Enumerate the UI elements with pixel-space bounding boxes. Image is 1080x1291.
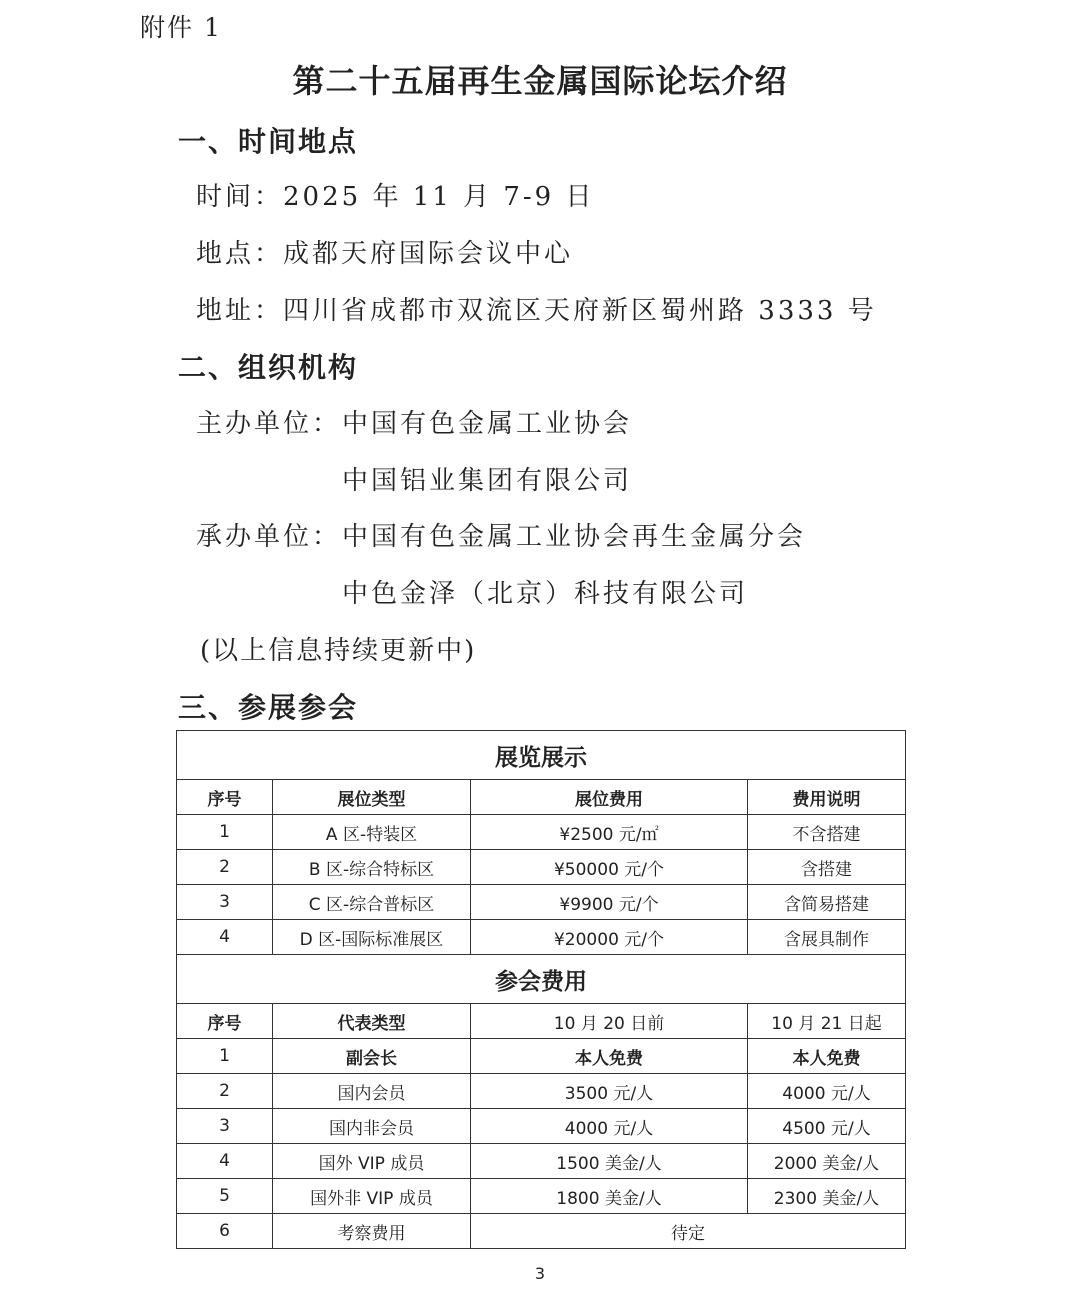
table-cell: 2300 美金/人 <box>748 1179 906 1214</box>
fees-table <box>176 730 906 1249</box>
organizer-item: 中国有色金属工业协会再生金属分会 <box>342 522 807 552</box>
table-cell: A 区-特装区 <box>273 815 471 850</box>
table-row <box>177 850 906 885</box>
table-row <box>177 1144 906 1179</box>
table-cell: C 区-综合普标区 <box>273 885 471 920</box>
table-row <box>177 1074 906 1109</box>
table-cell: ¥20000 元/个 <box>471 920 748 955</box>
time-label: 时间： <box>196 182 284 212</box>
time-value: 2025 年 11 月 7-9 日 <box>283 182 595 212</box>
organizer-label: 承办单位： <box>196 522 342 552</box>
table-cell: 1 <box>177 1039 273 1074</box>
table-cell: ¥2500 元/㎡ <box>471 815 748 850</box>
column-header: 序号 <box>177 1004 273 1039</box>
host-item: 中国铝业集团有限公司 <box>342 466 633 496</box>
table-cell: 3 <box>177 1109 273 1144</box>
table-cell: 副会长 <box>273 1039 471 1074</box>
table-cell: 4000 元/人 <box>748 1074 906 1109</box>
table-cell: 不含搭建 <box>748 815 906 850</box>
address-line <box>196 290 877 327</box>
table-cell: 5 <box>177 1179 273 1214</box>
place-line <box>196 233 573 270</box>
address-label: 地址： <box>196 296 284 326</box>
table-cell: 3 <box>177 885 273 920</box>
table-cell: 含搭建 <box>748 850 906 885</box>
exhibition-caption: 展览展示 <box>177 731 906 780</box>
table-row <box>177 1109 906 1144</box>
page-number: 3 <box>534 1264 546 1283</box>
organizer-item: 中色金泽（北京）科技有限公司 <box>342 579 749 609</box>
host-item: 中国有色金属工业协会 <box>342 409 633 439</box>
table-cell: D 区-国际标准展区 <box>273 920 471 955</box>
table-cell: 国外非 VIP 成员 <box>273 1179 471 1214</box>
table-cell-merged: 待定 <box>471 1214 906 1249</box>
table-cell: ¥9900 元/个 <box>471 885 748 920</box>
table-row <box>177 920 906 955</box>
table-cell: 4 <box>177 920 273 955</box>
table-cell: 4000 元/人 <box>471 1109 748 1144</box>
table-cell: 6 <box>177 1214 273 1249</box>
attachment-label: 附件 1 <box>140 13 222 42</box>
host-label: 主办单位： <box>196 409 342 439</box>
table-cell: 2 <box>177 1074 273 1109</box>
table-cell: 3500 元/人 <box>471 1074 748 1109</box>
column-header: 序号 <box>177 780 273 815</box>
section-heading-time-place: 一、时间地点 <box>178 125 359 158</box>
column-header: 代表类型 <box>273 1004 471 1039</box>
table-cell: 1500 美金/人 <box>471 1144 748 1179</box>
table-cell: 国内非会员 <box>273 1109 471 1144</box>
exhibition-caption-row <box>177 731 906 780</box>
column-header: 10 月 20 日前 <box>471 1004 748 1039</box>
table-row <box>177 885 906 920</box>
table-cell: 2 <box>177 850 273 885</box>
table-cell: 含简易搭建 <box>748 885 906 920</box>
table-cell: 1800 美金/人 <box>471 1179 748 1214</box>
table-cell: 4 <box>177 1144 273 1179</box>
place-label: 地点： <box>196 239 284 269</box>
column-header: 展位费用 <box>471 780 748 815</box>
address-value: 四川省成都市双流区天府新区蜀州路 3333 号 <box>283 296 877 326</box>
table-cell: 4500 元/人 <box>748 1109 906 1144</box>
table-cell: 本人免费 <box>748 1039 906 1074</box>
table-cell: 国内会员 <box>273 1074 471 1109</box>
table-row <box>177 1214 906 1249</box>
table-row <box>177 815 906 850</box>
table-cell: 国外 VIP 成员 <box>273 1144 471 1179</box>
update-note: (以上信息持续更新中) <box>200 636 477 666</box>
table-cell: B 区-综合特标区 <box>273 850 471 885</box>
attendance-header-row <box>177 1004 906 1039</box>
table-cell: 2000 美金/人 <box>748 1144 906 1179</box>
table-cell: 本人免费 <box>471 1039 748 1074</box>
section-heading-participation: 三、参展参会 <box>178 691 359 724</box>
table-cell: 考察费用 <box>273 1214 471 1249</box>
attendance-caption: 参会费用 <box>177 955 906 1004</box>
place-value: 成都天府国际会议中心 <box>283 239 574 269</box>
column-header: 费用说明 <box>748 780 906 815</box>
table-row <box>177 1179 906 1214</box>
time-line <box>196 176 594 213</box>
column-header: 10 月 21 日起 <box>748 1004 906 1039</box>
column-header: 展位类型 <box>273 780 471 815</box>
table-cell: ¥50000 元/个 <box>471 850 748 885</box>
table-cell: 含展具制作 <box>748 920 906 955</box>
page-title: 第二十五届再生金属国际论坛介绍 <box>292 62 788 100</box>
table-row <box>177 1039 906 1074</box>
exhibition-header-row <box>177 780 906 815</box>
attendance-caption-row <box>177 955 906 1004</box>
section-heading-organization: 二、组织机构 <box>178 351 359 384</box>
table-cell: 1 <box>177 815 273 850</box>
